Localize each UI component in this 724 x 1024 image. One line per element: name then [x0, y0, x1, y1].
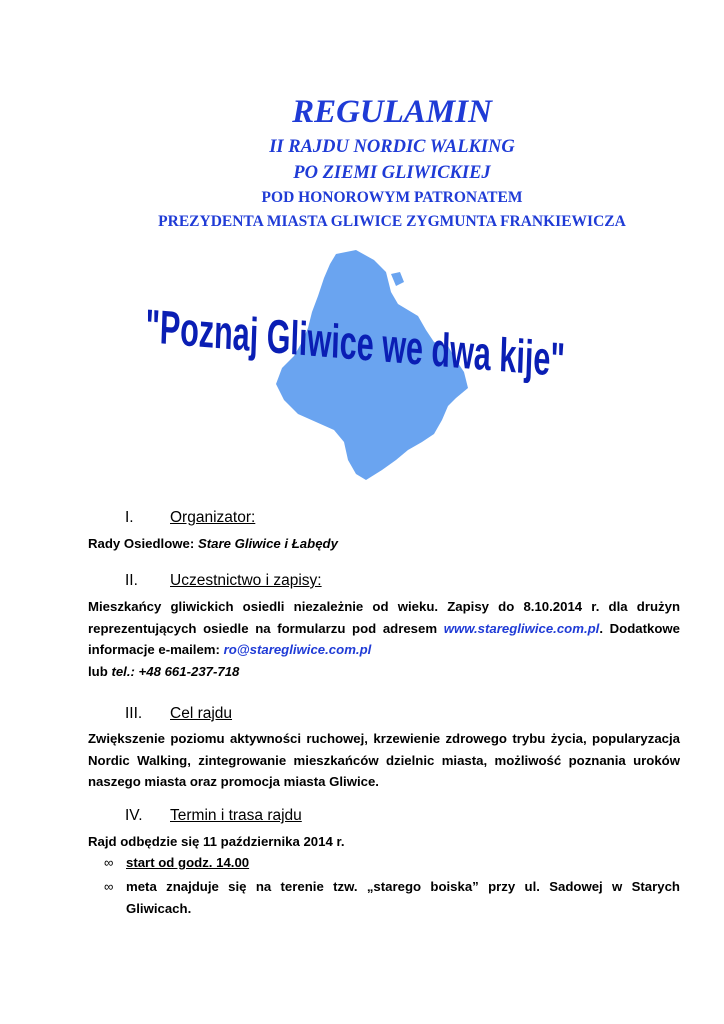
organizer-names: Stare Gliwice i Łabędy	[197, 536, 338, 551]
list-item	[104, 852, 680, 874]
organizer-label: Rady Osiedlowe:	[88, 536, 198, 551]
website-link[interactable]: www.staregliwice.com.pl	[443, 620, 600, 636]
slogan-text: "Poznaj Gliwice we dwa kije"	[144, 300, 566, 388]
section-1-number: I.	[125, 509, 134, 526]
document-title: REGULAMIN	[292, 94, 492, 130]
section-2-title: Uczestnictwo i zapisy:	[170, 572, 322, 589]
section-2-heading	[125, 572, 322, 590]
title-block	[0, 92, 724, 234]
section-2-number: II.	[125, 572, 138, 589]
section-4-title: Termin i trasa rajdu	[170, 807, 302, 824]
email-link[interactable]: ro@staregliwice.com.pl	[223, 642, 372, 657]
finish-location-text: meta znajduje się na terenie tzw. „starego boiska” przy ul. Sadowej w Starych Gliwicach.	[126, 879, 680, 916]
section-4-number: IV.	[125, 807, 143, 824]
start-time-text: start od godz. 14.00	[126, 855, 250, 870]
gliwice-map-logo	[144, 246, 566, 486]
section-2-text	[88, 596, 680, 661]
patronage-line: POD HONOROWYM PATRONATEM	[261, 189, 523, 206]
section-3-heading	[125, 705, 232, 723]
subtitle-region: PO ZIEMI GLIWICKIEJ	[293, 163, 491, 183]
section-1-title: Organizator:	[170, 509, 256, 526]
section-1-text	[88, 533, 680, 555]
section-1-heading	[125, 509, 255, 527]
section-4-text: Rajd odbędzie się 11 października 2014 r.	[88, 834, 345, 849]
email-info-text: . Dodatkowe informacje e-mailem:	[88, 620, 680, 657]
section-3-number: III.	[125, 705, 143, 722]
section-4-heading	[125, 807, 302, 825]
phone-prefix: lub	[88, 664, 112, 679]
section-3-text: Zwiększenie poziomu aktywności ruchowej, krzewienie zdrowego trybu życia, popularyzacja Nordic Walking, zintegrowanie mieszkańców dzielnic miasta, możliwość poznania uroków naszego miasta oraz promocja miasta Gliwice.	[88, 731, 680, 789]
patron-name: PREZYDENTA MIASTA GLIWICE ZYGMUNTA FRANKIEWICZA	[158, 213, 626, 230]
list-item	[104, 876, 680, 919]
section-2-phone	[88, 661, 680, 683]
section-3-title: Cel rajdu	[170, 705, 233, 722]
infinity-bullet-icon: ∞	[104, 879, 114, 894]
infinity-bullet-icon: ∞	[104, 855, 114, 870]
subtitle-rally: II RAJDU NORDIC WALKING	[269, 137, 515, 157]
registration-text: Mieszkańcy gliwickich osiedli niezależnie od wieku. Zapisy do 8.10.2014 r. dla drużyn reprezentujących osiedle na formularzu pod adresem	[88, 599, 680, 636]
phone-number: tel.: +48 661-237-718	[111, 664, 240, 679]
